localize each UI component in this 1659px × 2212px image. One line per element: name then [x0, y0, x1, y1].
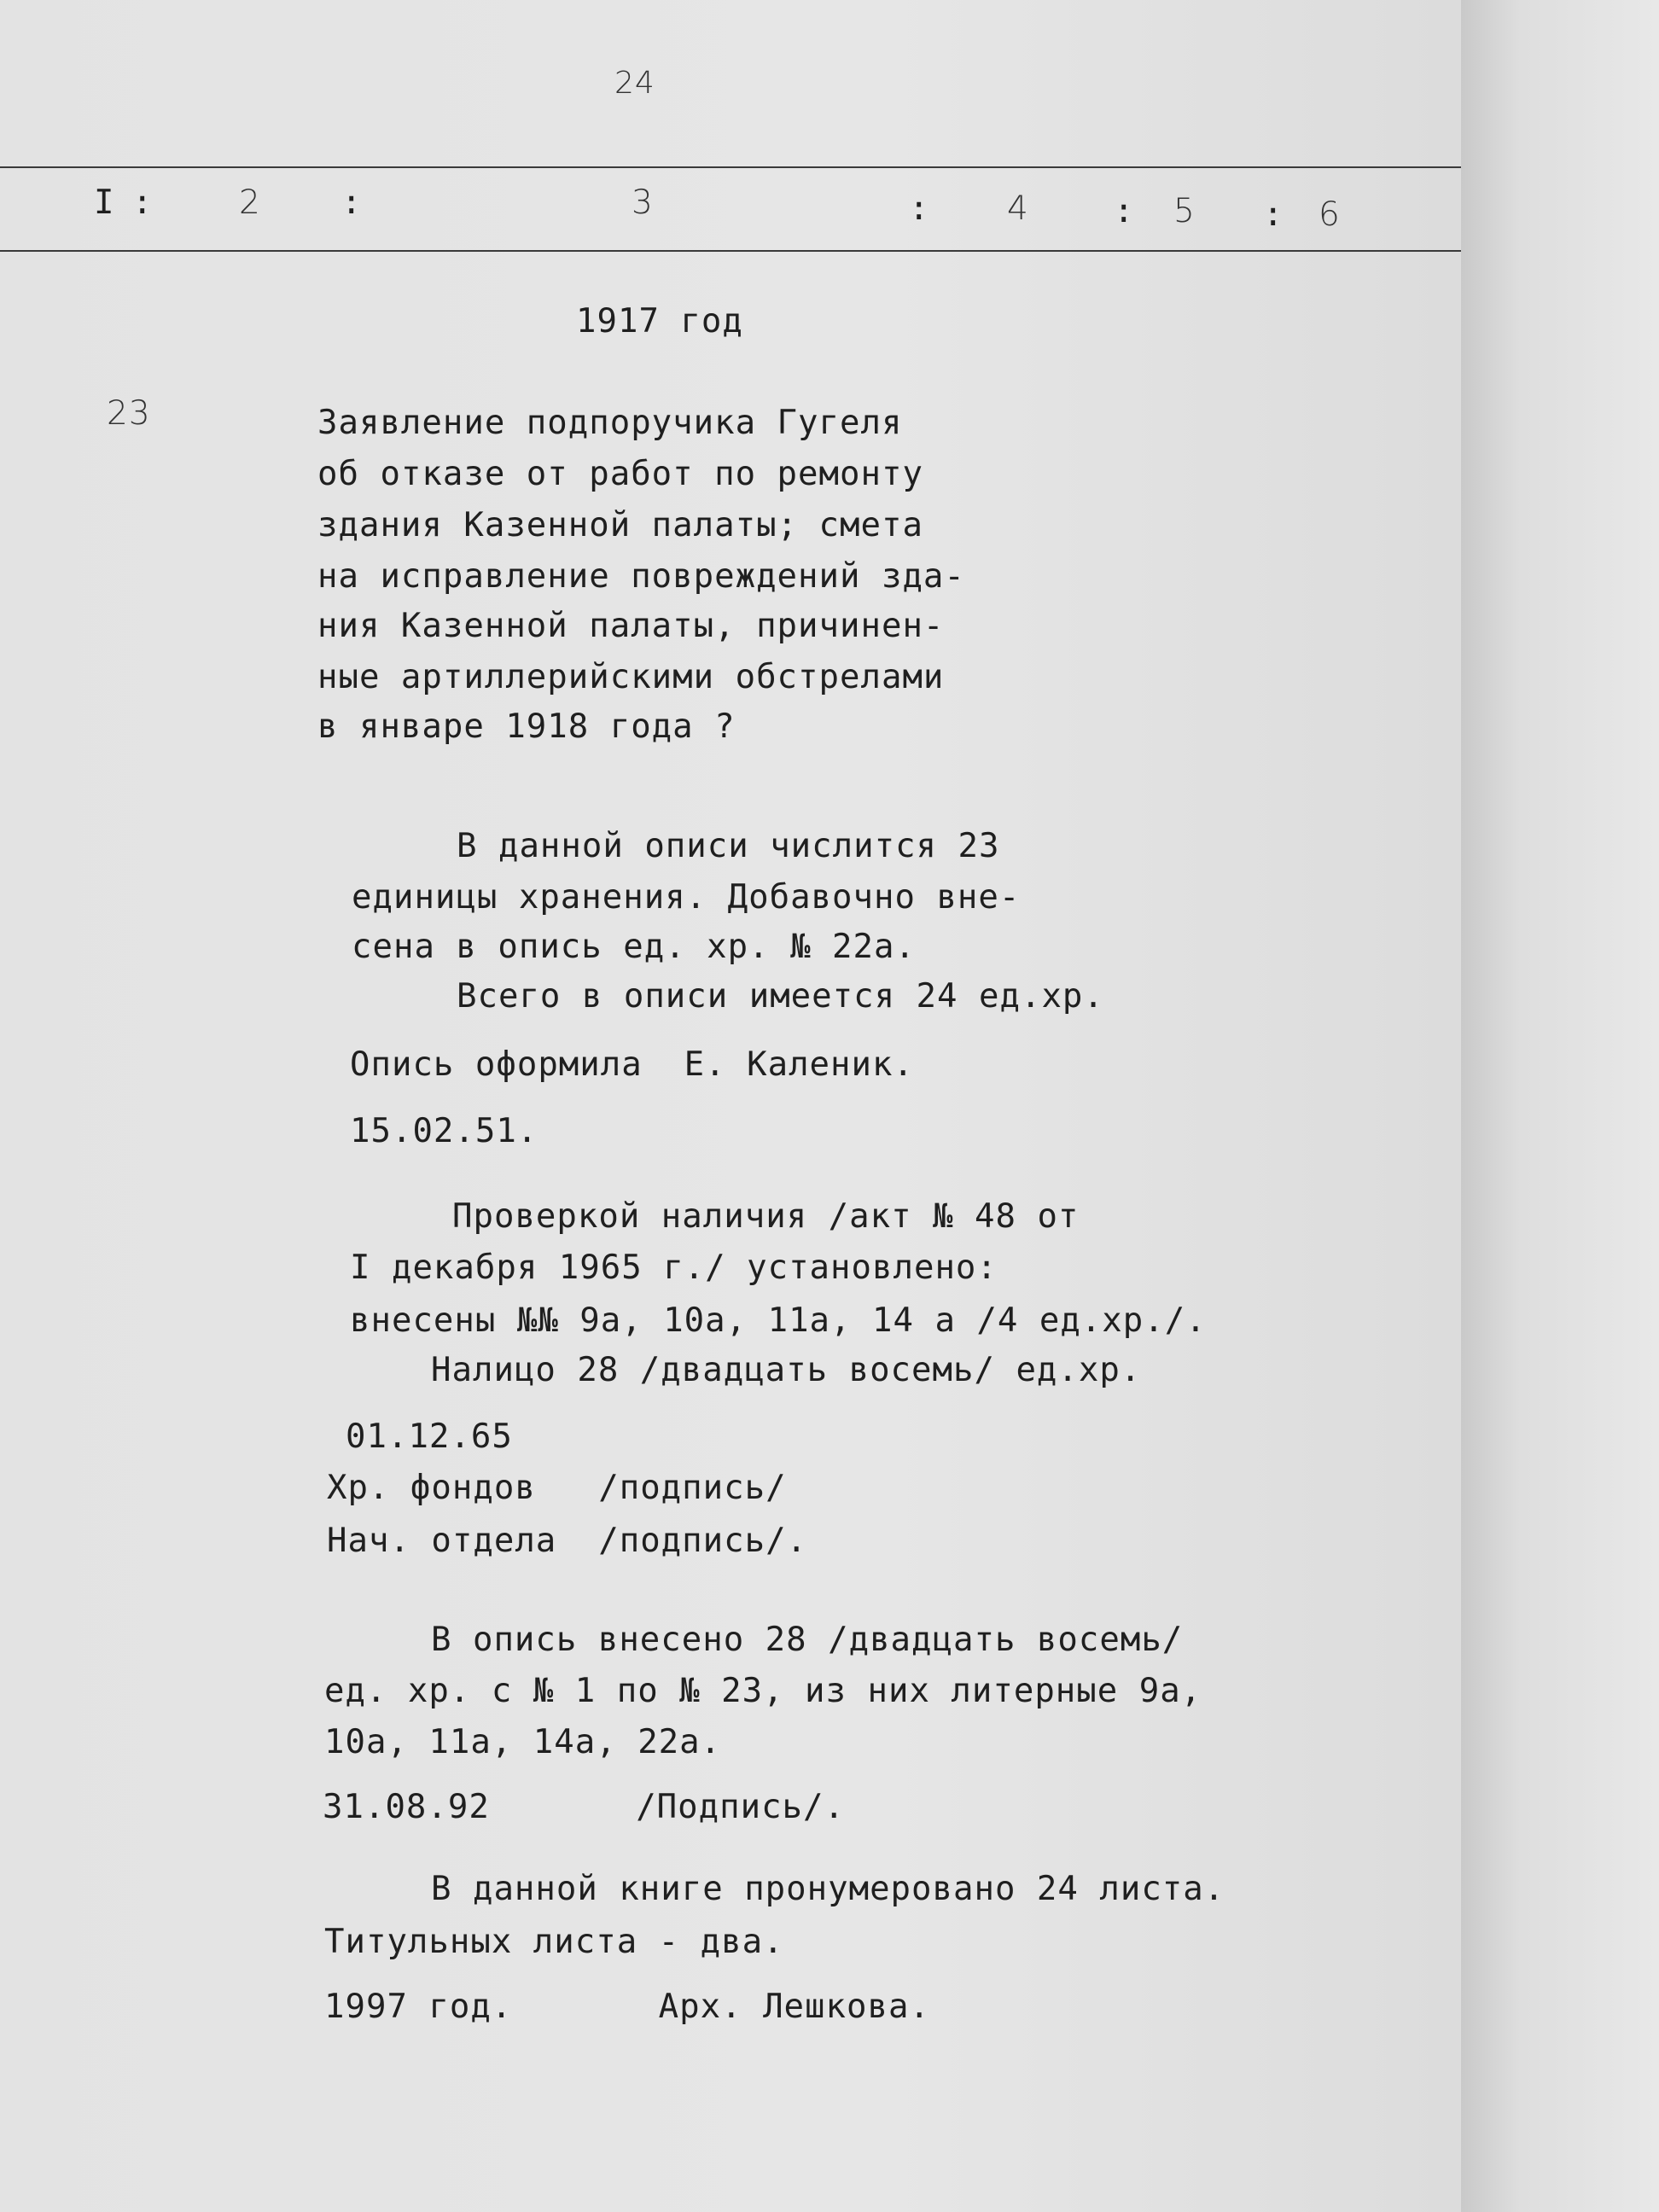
- entry-line: об отказе от работ по ремонту: [317, 455, 923, 493]
- column-separator: :: [341, 183, 363, 222]
- archivist-line: 1997 год. Арх. Лешкова.: [324, 1988, 930, 2026]
- note-line: В опись внесено 28 /двадцать восемь/: [431, 1621, 1184, 1659]
- entry-line: ния Казенной палаты, причинен-: [317, 607, 945, 645]
- column-separator: :: [1114, 192, 1135, 230]
- note-line: Проверкой наличия /акт № 48 от: [452, 1197, 1080, 1236]
- column-header-3: 3: [632, 183, 654, 222]
- note-line: В данной описи числится 23: [457, 827, 1000, 865]
- column-header-2: 2: [239, 183, 261, 222]
- note-line: Налицо 28 /двадцать восемь/ ед.хр.: [431, 1351, 1142, 1389]
- column-header-6: 6: [1318, 195, 1341, 234]
- date-signature: 31.08.92 /Подпись/.: [323, 1788, 845, 1826]
- header-rule-bottom: [0, 250, 1461, 252]
- entry-line: в январе 1918 года ?: [317, 707, 736, 746]
- entry-line: ные артиллерийскими обстрелами: [317, 658, 945, 696]
- note-line: ед. хр. с № 1 по № 23, из них литерные 9а,: [324, 1672, 1202, 1710]
- entry-line: здания Казенной палаты; смета: [317, 506, 923, 544]
- note-line: Титульных листа - два.: [324, 1923, 784, 1961]
- column-header-4: 4: [1007, 189, 1029, 228]
- signature-line: Нач. отдела /подпись/.: [327, 1522, 808, 1560]
- page-edge: [1461, 0, 1659, 2212]
- page-number: 24: [614, 66, 655, 101]
- header-rule-top: [0, 166, 1461, 168]
- signature-line: Хр. фондов /подпись/: [327, 1469, 787, 1507]
- note-line: Всего в описи имеется 24 ед.хр.: [457, 977, 1104, 1016]
- compiled-by: Опись оформила Е. Каленик.: [350, 1045, 914, 1084]
- entry-line: Заявление подпоручика Гугеля: [317, 404, 903, 442]
- note-line: единицы хранения. Добавочно вне-: [352, 878, 1021, 917]
- note-line: В данной книге пронумеровано 24 листа.: [431, 1870, 1225, 1908]
- column-separator: :: [909, 189, 930, 228]
- entry-number: 23: [107, 394, 151, 433]
- note-line: сена в опись ед. хр. № 22а.: [352, 928, 916, 966]
- year-heading: 1917 год: [576, 302, 743, 341]
- column-separator: :: [132, 183, 154, 222]
- column-header-1: I: [94, 183, 115, 222]
- note-line: внесены №№ 9а, 10а, 11а, 14 а /4 ед.хр./.: [350, 1301, 1207, 1340]
- note-line: 10а, 11а, 14а, 22а.: [324, 1723, 722, 1761]
- column-header-5: 5: [1173, 192, 1196, 230]
- note-line: I декабря 1965 г./ установлено:: [350, 1249, 998, 1287]
- check-date: 01.12.65: [346, 1417, 513, 1456]
- column-separator: :: [1263, 195, 1284, 234]
- entry-line: на исправление повреждений зда-: [317, 557, 965, 596]
- compiled-date: 15.02.51.: [350, 1112, 538, 1150]
